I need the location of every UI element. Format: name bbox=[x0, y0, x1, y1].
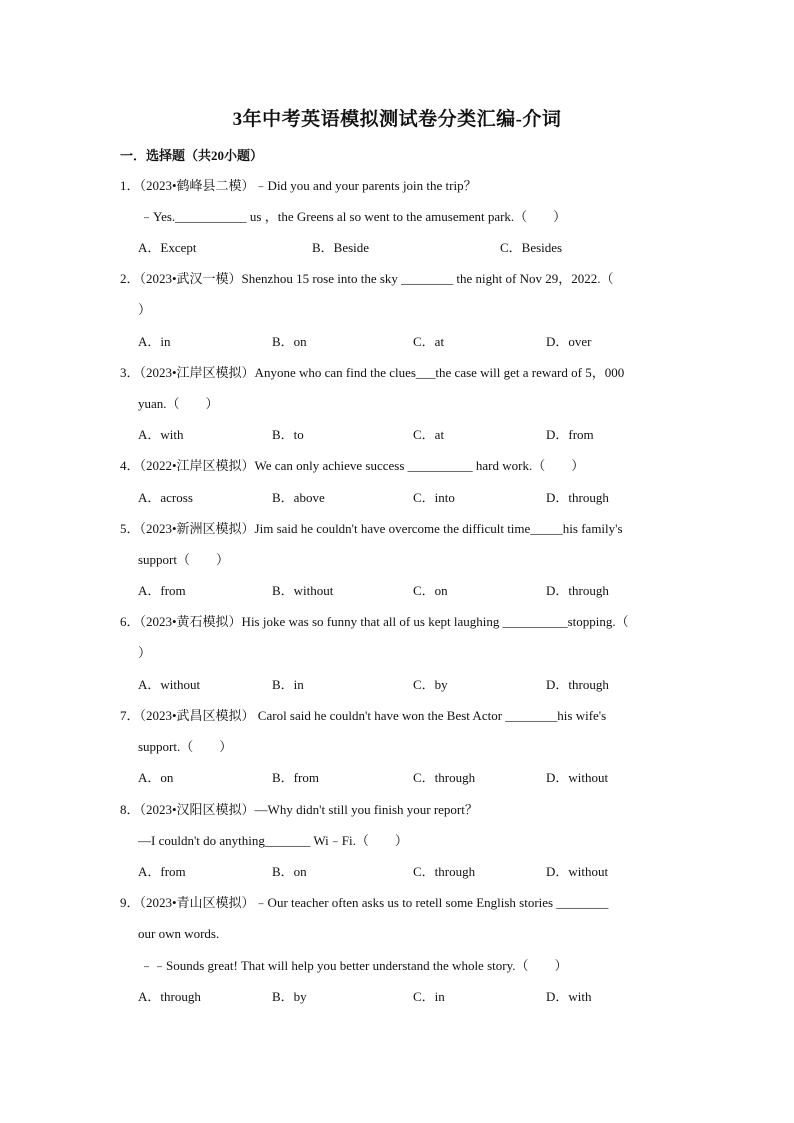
question-7-option-c: C．through bbox=[413, 770, 476, 785]
question-1-option-a: A．Except bbox=[138, 240, 197, 255]
question-5-option-b: B．without bbox=[272, 583, 334, 598]
question-3-option-d: D．from bbox=[546, 427, 594, 442]
question-1-option-c: C．Besides bbox=[500, 240, 563, 255]
question-8-stem-line2: —I couldn't do anything_______ Wi﹣Fi.（ ） bbox=[138, 833, 408, 848]
question-2-stem-line2: ） bbox=[138, 302, 152, 317]
question-4-option-a: A．across bbox=[138, 490, 193, 505]
question-9-stem-line2: our own words. bbox=[138, 926, 220, 941]
question-9-option-d: D．with bbox=[546, 989, 592, 1004]
question-6-option-d: D．through bbox=[546, 677, 609, 692]
question-1-stem: 1．（2023•鹤峰县二模）﹣Did you and your parents join the trip？ bbox=[120, 178, 477, 193]
question-5-option-c: C．on bbox=[413, 583, 448, 598]
question-5-stem-line2: support（ ） bbox=[138, 552, 230, 567]
question-3-option-a: A．with bbox=[138, 427, 184, 442]
question-2-stem: 2．（2023•武汉一模）Shenzhou 15 rose into the sky ________ the night of Nov 29，2022.（ bbox=[120, 271, 614, 286]
question-6-stem-line2: ） bbox=[138, 645, 152, 660]
question-6-option-c: C．by bbox=[413, 677, 448, 692]
question-3-stem-line2: yuan.（ ） bbox=[138, 396, 219, 411]
question-4-option-d: D．through bbox=[546, 490, 609, 505]
question-8-option-b: B．on bbox=[272, 864, 307, 879]
section-heading: 一．选择题（共20小题） bbox=[120, 148, 264, 163]
question-5-stem: 5．（2023•新洲区模拟）Jim said he couldn't have overcome the difficult time_____his family's bbox=[120, 521, 623, 536]
question-2-option-d: D．over bbox=[546, 334, 592, 349]
question-5-option-a: A．from bbox=[138, 583, 186, 598]
question-8-stem: 8．（2023•汉阳区模拟）—Why didn't still you finish your report？ bbox=[120, 802, 478, 817]
question-1-option-b: B．Beside bbox=[312, 240, 370, 255]
question-1-stem-line2: ﹣Yes.___________ us ，the Greens al so went to the amusement park.（ ） bbox=[140, 209, 567, 224]
question-4-option-b: B．above bbox=[272, 490, 325, 505]
question-3-stem: 3．（2023•江岸区模拟）Anyone who can find the clues___the case will get a reward of 5，000 bbox=[120, 365, 625, 380]
question-4-option-c: C．into bbox=[413, 490, 455, 505]
question-9-stem: 9．（2023•青山区模拟）﹣Our teacher often asks us to retell some English stories ________ bbox=[120, 895, 609, 910]
question-7-option-d: D．without bbox=[546, 770, 609, 785]
page-title: 3年中考英语模拟测试卷分类汇编-介词 bbox=[232, 109, 562, 130]
question-8-option-a: A．from bbox=[138, 864, 186, 879]
question-5-option-d: D．through bbox=[546, 583, 609, 598]
question-9-option-b: B．by bbox=[272, 989, 307, 1004]
question-6-stem: 6．（2023•黄石模拟）His joke was so funny that all of us kept laughing __________stopping.（ bbox=[120, 614, 629, 629]
question-7-stem-line2: support.（ ） bbox=[138, 739, 233, 754]
question-7-option-b: B．from bbox=[272, 770, 319, 785]
question-9-stem-line3: ﹣﹣Sounds great! That will help you better understand the whole story.（ ） bbox=[140, 958, 568, 973]
question-2-option-a: A．in bbox=[138, 334, 171, 349]
question-9-option-a: A．through bbox=[138, 989, 201, 1004]
question-9-option-c: C．in bbox=[413, 989, 445, 1004]
question-2-option-c: C．at bbox=[413, 334, 445, 349]
question-3-option-c: C．at bbox=[413, 427, 445, 442]
question-7-option-a: A．on bbox=[138, 770, 174, 785]
question-6-option-b: B．in bbox=[272, 677, 304, 692]
question-2-option-b: B．on bbox=[272, 334, 307, 349]
question-6-option-a: A．without bbox=[138, 677, 201, 692]
question-8-option-d: D．without bbox=[546, 864, 609, 879]
question-7-stem: 7．（2023•武昌区模拟） Carol said he couldn't have won the Best Actor ________his wife's bbox=[120, 708, 607, 723]
question-8-option-c: C．through bbox=[413, 864, 476, 879]
question-3-option-b: B．to bbox=[272, 427, 304, 442]
question-4-stem: 4．（2022•江岸区模拟）We can only achieve success __________ hard work.（ ） bbox=[120, 458, 585, 473]
